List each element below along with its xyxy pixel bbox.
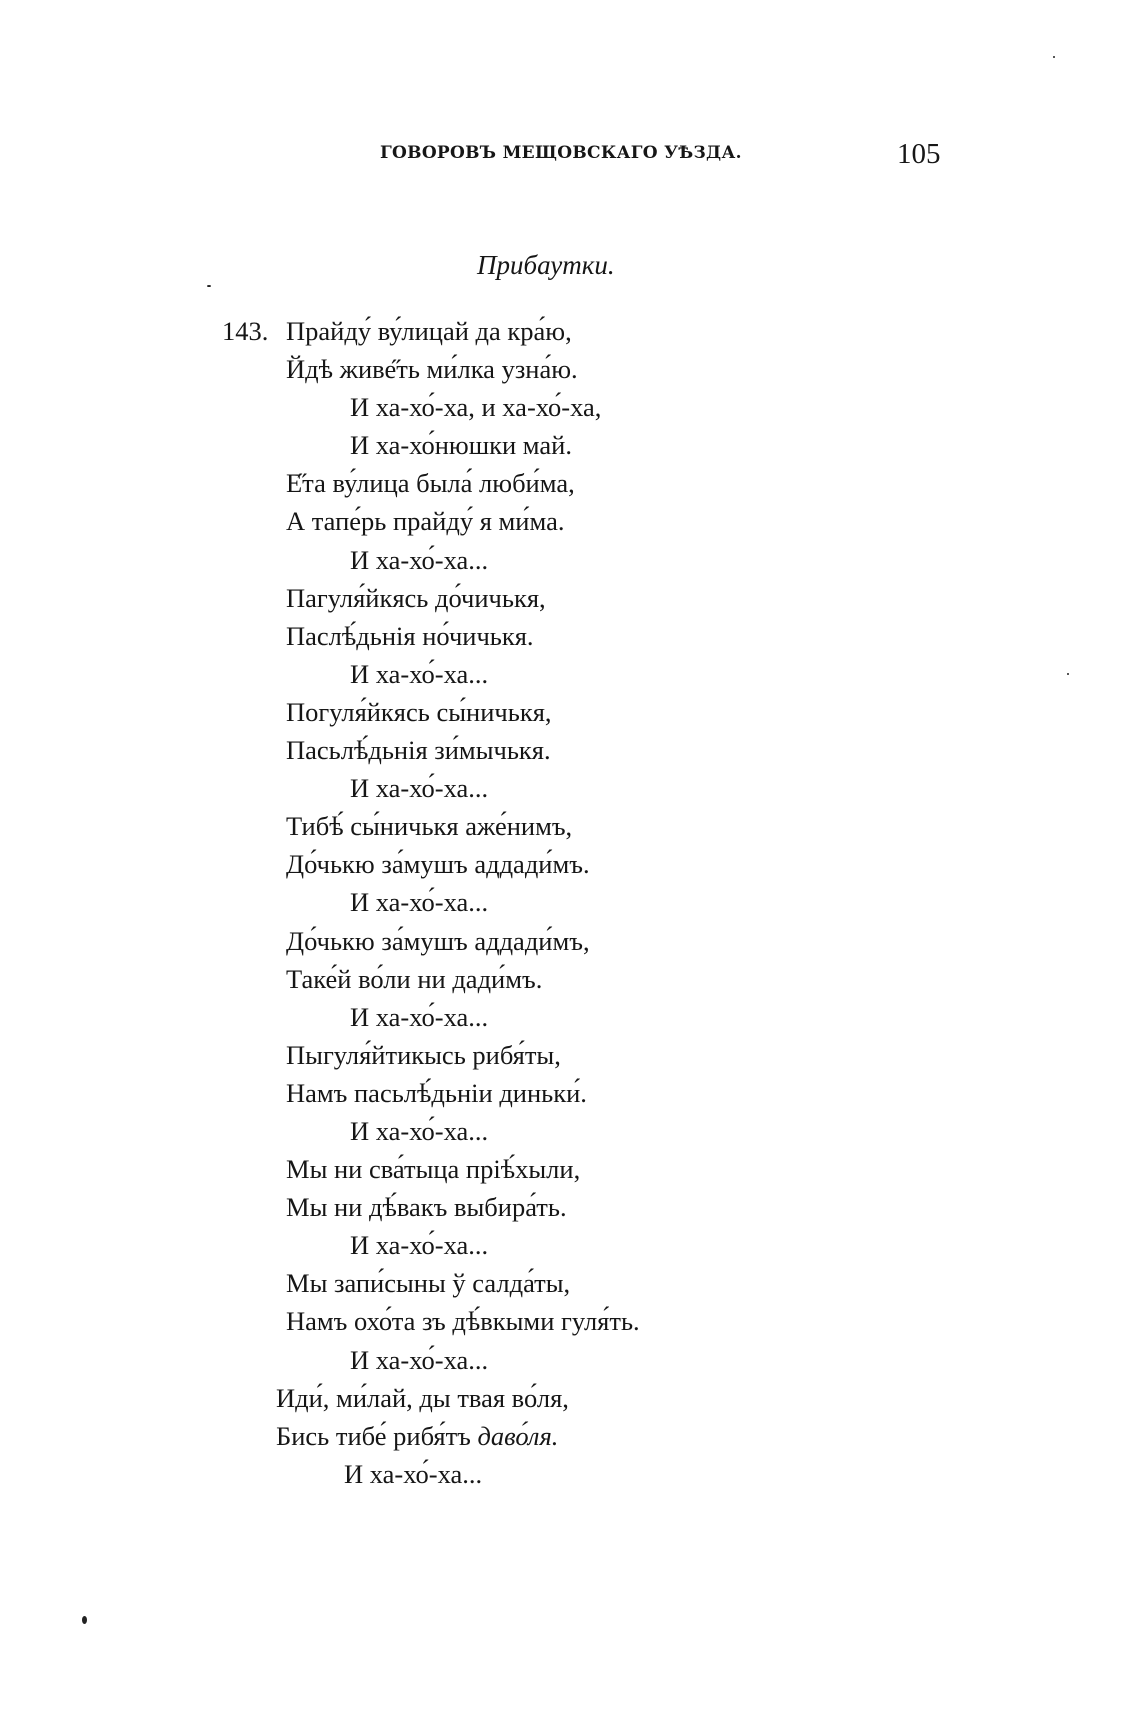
poem-line	[0, 693, 1140, 731]
poem-line	[0, 922, 1140, 960]
poem-line-text: Мы ни дѣ́вакъ выбира́ть.	[286, 1192, 567, 1223]
poem-line-text: Мы запи́сыны ў салда́ты,	[286, 1268, 571, 1299]
poem-line	[0, 1036, 1140, 1074]
print-speck	[1067, 673, 1069, 675]
refrain-line	[0, 769, 1140, 807]
poem-line-text: Пыгуля́йтикысь рибя́ты,	[286, 1039, 561, 1070]
poem-line-text: До́чькю за́мушъ аддади́мъ.	[286, 849, 590, 880]
poem-line	[0, 1188, 1140, 1226]
italic-word: даво́ля.	[477, 1420, 559, 1451]
refrain-line-text: И ха-хо́нюшки май.	[350, 430, 572, 461]
refrain-line-text: И ха-хо́-ха...	[350, 658, 489, 689]
refrain-line-text: И ха-хо́-ха...	[350, 1001, 489, 1032]
refrain-line-text: И ха-хо́-ха...	[350, 544, 489, 575]
poem-line-text	[276, 1417, 558, 1455]
refrain-line	[0, 655, 1140, 693]
poem-line-text: Таке́й во́ли ни дади́мъ.	[286, 963, 543, 994]
refrain-line-text: И ха-хо́-ха...	[350, 1115, 489, 1146]
poem-line-text: Мы ни сва́тыца пріѣ́хыли,	[286, 1154, 581, 1185]
poem-line-text: Йдѣ живе̋ть ми́лка узна́ю.	[286, 354, 578, 385]
refrain-line-text: И ха-хо́-ха...	[350, 1344, 489, 1375]
refrain-line	[0, 388, 1140, 426]
poem-line	[0, 617, 1140, 655]
refrain-line-text: И ха-хо́-ха...	[350, 1230, 489, 1261]
refrain-line-text: И ха-хо́-ха...	[350, 773, 489, 804]
poem	[0, 312, 1140, 1493]
print-speck	[82, 1616, 87, 1624]
running-head: ГОВОРОВЪ МЕЩОВСКАГО УѢЗДА.	[380, 143, 742, 163]
poem-line	[0, 464, 1140, 502]
refrain-line-text: И ха-хо́-ха...	[344, 1458, 483, 1489]
poem-line-plain: Бись тибе́ рибя́тъ	[276, 1420, 471, 1451]
poem-line-text: Паслѣ́дьнія но́чичькя.	[286, 620, 534, 651]
poem-line	[0, 1302, 1140, 1340]
poem-line	[0, 312, 1140, 350]
poem-line-text: До́чькю за́мушъ аддади́мъ,	[286, 925, 590, 956]
poem-line	[0, 960, 1140, 998]
poem-line	[0, 579, 1140, 617]
poem-line-text: Прайду́ ву́лицай да кра́ю,	[286, 316, 572, 346]
refrain-line	[0, 1112, 1140, 1150]
poem-number: 143.	[222, 316, 269, 346]
poem-line	[0, 807, 1140, 845]
poem-line	[0, 731, 1140, 769]
refrain-line	[0, 998, 1140, 1036]
poem-line	[0, 1074, 1140, 1112]
refrain-line	[0, 883, 1140, 921]
refrain-line-text: И ха-хо́-ха...	[350, 887, 489, 918]
refrain-line	[0, 426, 1140, 464]
refrain-line	[0, 1341, 1140, 1379]
poem-line-text: Тибѣ́ сы́ничькя аже́нимъ,	[286, 811, 573, 842]
poem-line-text: Иди́, ми́лай, ды твая во́ля,	[276, 1382, 569, 1413]
page-number: 105	[897, 138, 941, 170]
poem-line	[0, 1379, 1140, 1417]
poem-line	[0, 1264, 1140, 1302]
poem-line-text: Намъ охо́та зъ дѣ́вкыми гуля́ть.	[286, 1306, 640, 1337]
poem-line	[0, 1417, 1140, 1455]
poem-line-text: Е̋та ву́лица была́ люби́ма,	[286, 468, 575, 499]
poem-line	[0, 350, 1140, 388]
poem-line-text: Пасьлѣ́дьнія зи́мычькя.	[286, 735, 551, 766]
section-title: Прибаутки.	[477, 250, 615, 280]
poem-line-text: Намъ пасьлѣ́дьніи диньки́.	[286, 1077, 587, 1108]
refrain-line	[0, 541, 1140, 579]
print-speck	[1053, 56, 1055, 58]
poem-line-text: А тапе́рь прайду́ я ми́ма.	[286, 506, 565, 537]
refrain-line	[0, 1226, 1140, 1264]
refrain-line-text: И ха-хо́-ха, и ха-хо́-ха,	[350, 392, 602, 423]
poem-line	[0, 502, 1140, 540]
poem-line	[0, 1150, 1140, 1188]
refrain-line	[0, 1455, 1140, 1493]
poem-line-text: Погуля́йкясь сы́ничькя,	[286, 696, 552, 727]
poem-line	[0, 845, 1140, 883]
print-speck	[207, 285, 211, 287]
poem-line-text: Пагуля́йкясь до́чичькя,	[286, 582, 546, 613]
